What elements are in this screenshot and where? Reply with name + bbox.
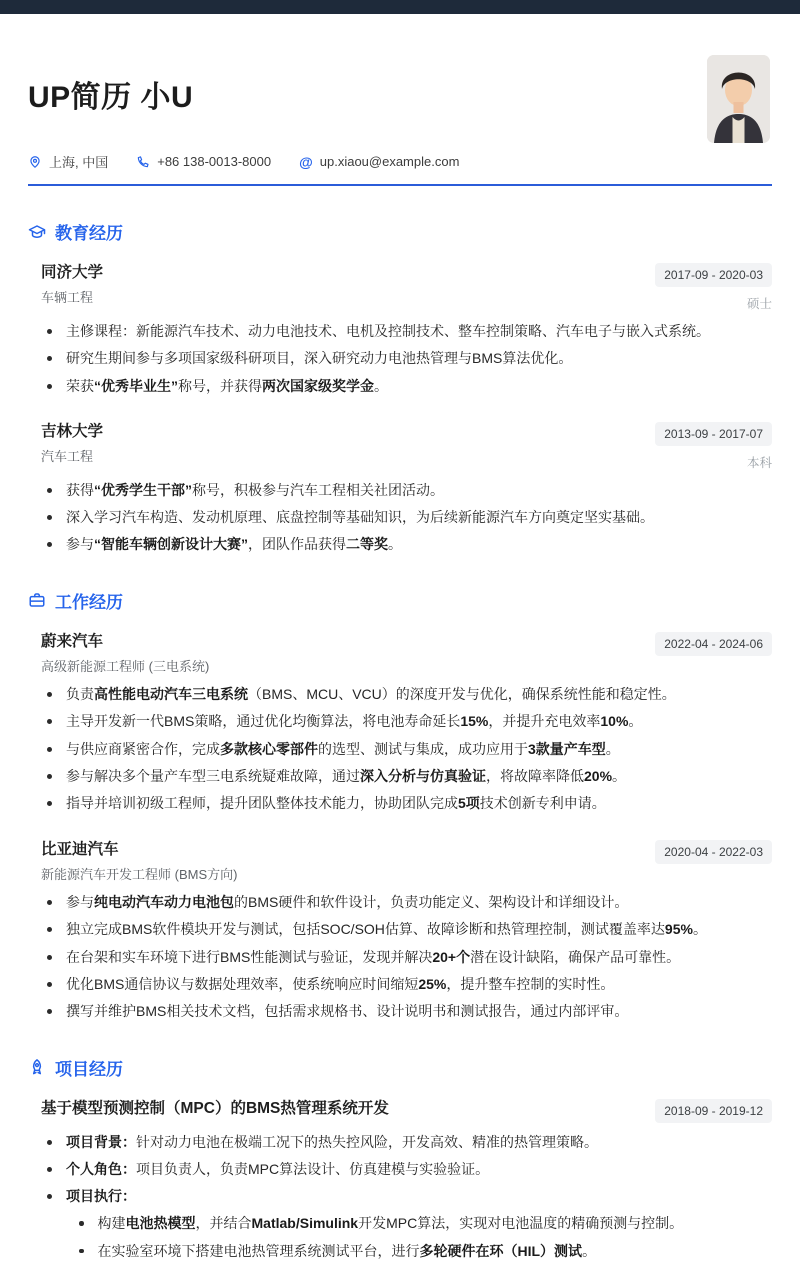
bullet-item (41, 947, 772, 967)
experience-entry (28, 632, 772, 814)
resume-page (0, 72, 800, 1261)
entry-meta (655, 840, 772, 864)
bullet-item (41, 974, 772, 994)
experience-entry (28, 1099, 772, 1261)
section-title (28, 588, 772, 613)
bullet-text: 主导开发新一代BMS策略，通过优化均衡算法，将电池寿命延长15%，并提升充电效率10%。 (66, 713, 643, 730)
bullet-text: 项目背景：针对动力电池在极端工况下的热失控风险，开发高效、精准的热管理策略。 (66, 1133, 598, 1150)
bullet-text: 深入学习汽车构造、发动机原理、底盘控制等基础知识，为后续新能源汽车方向奠定坚实基础。 (66, 509, 654, 526)
degree-label: 本科 (746, 455, 772, 470)
location-icon (28, 155, 42, 169)
candidate-name: UP简历 小U (28, 81, 194, 114)
rocket-icon (28, 1058, 46, 1076)
date-range-badge: 2022-04 - 2024-06 (655, 632, 772, 656)
contact-phone-text: +86 138-0013-8000 (157, 154, 272, 169)
at-icon: @ (299, 153, 313, 170)
date-range-badge: 2013-09 - 2017-07 (655, 422, 772, 446)
header-divider (28, 184, 772, 186)
bullet-list (41, 892, 772, 1021)
briefcase-icon (28, 591, 46, 609)
experience-entry (28, 263, 772, 396)
entry-heading-group (41, 263, 103, 306)
date-range-badge: 2017-09 - 2020-03 (655, 263, 772, 287)
top-accent-bar (0, 0, 800, 14)
bullet-item (41, 1001, 772, 1021)
bullet-text: 荣获“优秀毕业生”称号，并获得两次国家级奖学金。 (66, 377, 388, 394)
entry-heading-group (41, 1099, 389, 1118)
sub-bullet-list (73, 1213, 772, 1261)
bullet-item (41, 793, 772, 813)
bullet-dot-icon (47, 692, 52, 697)
bullet-dot-icon (47, 1194, 52, 1199)
bullet-dot-icon (47, 384, 52, 389)
date-range-badge: 2020-04 - 2022-03 (655, 840, 772, 864)
entry-subtitle: 车辆工程 (41, 290, 94, 306)
entry-heading-group (41, 422, 103, 465)
bullet-text: 指导并培训初级工程师，提升团队整体技术能力，协助团队完成5项技术创新专利申请。 (66, 795, 606, 812)
bullet-dot-icon (47, 900, 52, 905)
bullet-dot-icon (47, 774, 52, 779)
entry-subtitle: 新能源汽车开发工程师 (BMS方向) (41, 867, 238, 883)
bullet-text: 优化BMS通信协议与数据处理效率，使系统响应时间缩短25%，提升整车控制的实时性。 (66, 975, 615, 992)
bullet-dot-icon (47, 801, 52, 806)
entry-meta (655, 263, 772, 312)
bullet-item (41, 1132, 772, 1152)
bullet-item (41, 1186, 772, 1206)
entry-meta (655, 422, 772, 471)
bullet-list (41, 684, 772, 813)
bullet-dot-icon (47, 1167, 52, 1172)
section-title (28, 1055, 772, 1080)
bullet-text: 在实验室环境下搭建电池热管理系统测试平台，进行多轮硬件在环（HIL）测试。 (97, 1242, 597, 1259)
bullet-text: 研究生期间参与多项国家级科研项目，深入研究动力电池热管理与BMS算法优化。 (66, 350, 573, 367)
contact-email (299, 154, 459, 169)
entry-title: 同济大学 (41, 264, 104, 281)
bullet-dot-icon (47, 747, 52, 752)
profile-photo (707, 55, 770, 143)
entry-header (41, 263, 772, 312)
bullet-item (41, 348, 772, 368)
bullet-text: 获得“优秀学生干部”称号，积极参与汽车工程相关社团活动。 (66, 481, 444, 498)
bullet-text: 撰写并维护BMS相关技术文档，包括需求规格书、设计说明书和测试报告，通过内部评审。 (66, 1003, 629, 1020)
bullet-text: 负责高性能电动汽车三电系统（BMS、MCU、VCU）的深度开发与优化，确保系统性能和稳定性。 (66, 686, 676, 703)
bullet-dot-icon (79, 1249, 84, 1254)
bullet-dot-icon (47, 719, 52, 724)
section-education (28, 219, 772, 555)
bullet-item (41, 892, 772, 912)
section-title (28, 219, 772, 244)
phone-icon (136, 155, 150, 169)
bullet-text: 主修课程：新能源汽车技术、动力电池技术、电机及控制技术、整车控制策略、汽车电子与嵌入式系统。 (66, 323, 710, 339)
bullet-text: 参与“智能车辆创新设计大赛”，团队作品获得二等奖。 (66, 536, 402, 553)
bullet-text: 项目执行： (66, 1188, 136, 1205)
entry-header (41, 1099, 772, 1123)
bullet-item (41, 766, 772, 786)
bullet-list (41, 321, 772, 396)
bullet-text: 独立完成BMS软件模块开发与测试，包括SOC/SOH估算、故障诊断和热管理控制，测试覆盖率达95%。 (66, 921, 707, 938)
entry-heading-group (41, 840, 237, 883)
contact-location-text: 上海, 中国 (49, 155, 109, 170)
bullet-item (41, 1159, 772, 1179)
entry-subtitle: 汽车工程 (41, 449, 94, 465)
bullet-dot-icon (47, 515, 52, 520)
experience-entry (28, 422, 772, 555)
section-projects (28, 1055, 772, 1261)
bullet-dot-icon (47, 955, 52, 960)
bullet-dot-icon (47, 1009, 52, 1014)
sub-bullet-item (73, 1213, 772, 1233)
entry-title: 比亚迪汽车 (41, 840, 119, 858)
entry-meta (655, 1099, 772, 1123)
bullet-dot-icon (47, 356, 52, 361)
bullet-item (41, 534, 772, 554)
section-title-label: 教育经历 (55, 224, 123, 243)
contact-location (28, 152, 108, 171)
bullet-dot-icon (47, 1140, 52, 1145)
contact-row (28, 152, 772, 171)
bullet-text: 在台架和实车环境下进行BMS性能测试与验证，发现并解决20+个潜在设计缺陷，确保产品可靠性。 (66, 948, 681, 965)
bullet-item (41, 480, 772, 500)
bullet-item (41, 919, 772, 939)
avatar (707, 55, 770, 143)
entry-meta (655, 632, 772, 656)
bullet-item (41, 684, 772, 704)
resume-sections (28, 219, 772, 1261)
date-range-badge: 2018-09 - 2019-12 (655, 1099, 772, 1123)
entry-header (41, 840, 772, 883)
bullet-dot-icon (47, 982, 52, 987)
entry-heading-group (41, 632, 209, 675)
graduation-cap-icon (28, 223, 46, 241)
contact-phone (136, 154, 271, 169)
bullet-text: 构建电池热模型，并结合Matlab/Simulink开发MPC算法，实现对电池温度的精确预测与控制。 (97, 1215, 684, 1232)
section-title-label: 工作经历 (55, 592, 123, 612)
contact-email-text: up.xiaou@example.com (319, 154, 460, 169)
bullet-dot-icon (47, 488, 52, 493)
bullet-list (41, 480, 772, 555)
bullet-list (41, 1132, 772, 1261)
bullet-item (41, 507, 772, 527)
bullet-text: 个人角色：项目负责人，负责MPC算法设计、仿真建模与实验验证。 (66, 1160, 490, 1177)
sub-bullet-item (73, 1241, 772, 1261)
experience-entry (28, 840, 772, 1022)
degree-label: 硕士 (746, 297, 772, 311)
section-work (28, 588, 772, 1022)
bullet-dot-icon (79, 1221, 84, 1226)
section-title-label: 项目经历 (55, 1059, 123, 1079)
entry-header (41, 632, 772, 675)
entry-header (41, 422, 772, 471)
bullet-text: 与供应商紧密合作，完成多款核心零部件的选型、测试与集成，成功应用于3款量产车型。 (66, 740, 620, 757)
bullet-dot-icon (47, 329, 52, 334)
entry-title: 基于模型预测控制（MPC）的BMS热管理系统开发 (41, 1099, 389, 1117)
entry-title: 蔚来汽车 (41, 632, 104, 650)
bullet-text: 参与纯电动汽车动力电池包的BMS硬件和软件设计，负责功能定义、架构设计和详细设计。 (66, 894, 629, 911)
bullet-item (41, 376, 772, 396)
bullet-item (41, 711, 772, 731)
bullet-item (41, 739, 772, 759)
entry-title: 吉林大学 (41, 422, 104, 440)
entry-subtitle: 高级新能源工程师 (三电系统) (41, 659, 210, 675)
bullet-dot-icon (47, 927, 52, 932)
bullet-item (41, 321, 772, 341)
bullet-dot-icon (47, 542, 52, 547)
bullet-text: 参与解决多个量产车型三电系统疑难故障，通过深入分析与仿真验证，将故障率降低20%。 (66, 768, 627, 785)
